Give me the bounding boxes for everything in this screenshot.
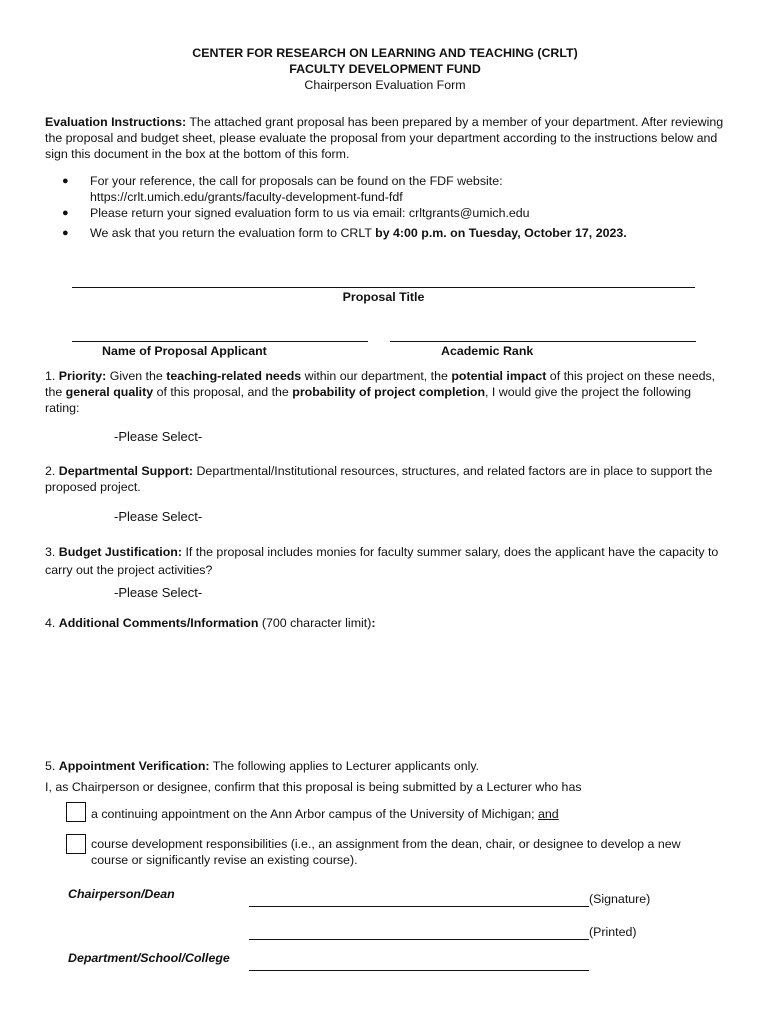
question-departmental-support — [45, 463, 725, 495]
question-text: , I would give the project the following rating: — [45, 385, 691, 415]
form-name: Chairperson Evaluation Form — [304, 78, 466, 92]
chairperson-dean-label: Chairperson/Dean — [68, 887, 175, 901]
continuing-appointment-label — [91, 806, 711, 822]
question-emphasis: probability of project completion — [292, 385, 486, 399]
question-number: 3. — [45, 545, 59, 559]
signature-field[interactable] — [249, 906, 589, 907]
deadline-text: by 4:00 p.m. on Tuesday, October 17, 2023. — [375, 226, 627, 240]
bullet-return-email — [62, 205, 722, 221]
proposal-title-label: Proposal Title — [342, 290, 425, 304]
question-text: The following applies to Lecturer applicants only. — [209, 759, 480, 773]
bullet-deadline — [62, 225, 722, 241]
question-text: of this project on these needs, the — [45, 369, 716, 399]
department-label: Department/School/College — [68, 951, 230, 965]
printed-label: (Printed) — [589, 925, 637, 939]
course-development-checkbox[interactable] — [66, 834, 86, 854]
question-text: Given the — [106, 369, 167, 383]
continuing-appointment-checkbox[interactable] — [66, 802, 86, 822]
question-emphasis: teaching-related needs — [166, 369, 302, 383]
question-additional-comments — [45, 615, 725, 631]
question-text: (700 character limit) — [258, 616, 372, 630]
question-appointment-verification — [45, 758, 725, 774]
question-label: Appointment Verification: — [58, 759, 210, 773]
question-budget-justification — [45, 543, 725, 579]
question-emphasis: general quality — [65, 385, 154, 399]
question-label: Departmental Support: — [58, 464, 194, 478]
bullet-text: For your reference, the call for proposals can be found on the FDF website: — [90, 174, 503, 188]
bullet-icon: ● — [62, 175, 69, 187]
fdf-url[interactable]: https://crlt.umich.edu/grants/faculty-development-fund-fdf — [90, 190, 403, 204]
applicant-name-field[interactable] — [72, 341, 368, 342]
priority-rating-select[interactable]: -Please Select- — [114, 429, 203, 444]
bullet-text: We ask that you return the evaluation form to CRLT — [90, 226, 376, 240]
question-number: 4. — [45, 616, 59, 630]
bullet-fdf-website — [62, 173, 722, 205]
question-colon: : — [371, 616, 376, 630]
bullet-icon: ● — [62, 207, 69, 219]
confirmation-statement: I, as Chairperson or designee, confirm that this proposal is being submitted by a Lecturer who has — [45, 780, 582, 794]
instructions-label: Evaluation Instructions: — [45, 115, 187, 129]
instruction-bullets — [62, 173, 722, 241]
budget-rating-select[interactable]: -Please Select- — [114, 585, 203, 600]
course-development-label: course development responsibilities (i.e., an assignment from the dean, chair, or designee to develop a new course or significantly revise an existing course). — [91, 837, 681, 867]
question-text: If the proposal includes monies for faculty summer salary, does the applicant have the capacity to carry out the project activities? — [45, 545, 719, 577]
printed-name-field[interactable] — [249, 939, 589, 940]
question-number: 2. — [45, 464, 59, 478]
question-number: 5. — [45, 759, 59, 773]
option-and: and — [538, 807, 559, 821]
question-text: of this proposal, and the — [153, 385, 293, 399]
question-label: Priority: — [58, 369, 107, 383]
question-text: Departmental/Institutional resources, structures, and related factors are in place to support the proposed project. — [45, 464, 713, 494]
instructions-text: The attached grant proposal has been prepared by a member of your department. After reviewing the proposal and budget sheet, please evaluate the proposal from your department according to the instructions below and sign this document in the box at the bottom of this form. — [45, 115, 724, 161]
evaluation-instructions — [45, 114, 725, 162]
option-text: a continuing appointment on the Ann Arbor campus of the University of Michigan; — [91, 807, 539, 821]
proposal-title-field[interactable] — [72, 287, 695, 288]
academic-rank-label: Academic Rank — [441, 344, 534, 358]
bullet-text: Please return your signed evaluation form to us via email: crltgrants@umich.edu — [90, 206, 530, 220]
header-subtitle: FACULTY DEVELOPMENT FUND — [289, 62, 481, 76]
question-label: Additional Comments/Information — [58, 616, 259, 630]
question-label: Budget Justification: — [58, 545, 182, 559]
header-title: CENTER FOR RESEARCH ON LEARNING AND TEACHING (CRLT) — [192, 46, 578, 60]
department-field[interactable] — [249, 970, 589, 971]
comments-textarea[interactable] — [45, 635, 725, 750]
support-rating-select[interactable]: -Please Select- — [114, 509, 203, 524]
question-number: 1. — [45, 369, 59, 383]
academic-rank-field[interactable] — [390, 341, 696, 342]
question-priority — [45, 368, 725, 416]
form-header — [0, 45, 770, 93]
question-emphasis: potential impact — [451, 369, 547, 383]
question-text: within our department, the — [301, 369, 452, 383]
applicant-name-label: Name of Proposal Applicant — [102, 344, 267, 358]
signature-label: (Signature) — [589, 892, 651, 906]
bullet-icon: ● — [62, 227, 69, 239]
